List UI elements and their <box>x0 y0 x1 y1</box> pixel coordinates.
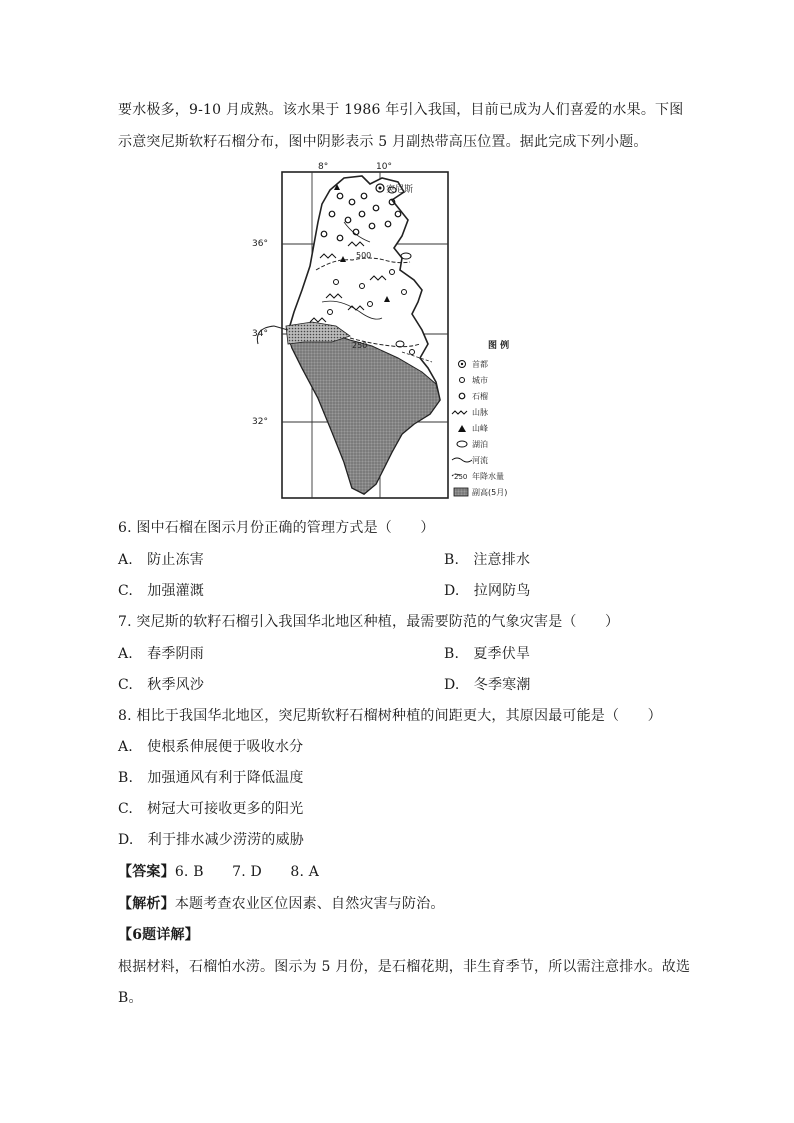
analysis-line <box>118 894 445 914</box>
analysis-text: 本题考查农业区位因素、自然灾害与防治。 <box>174 896 445 912</box>
question-7-option-c[interactable]: C. 秋季风沙 <box>118 677 205 693</box>
mountain-range-icon <box>452 411 467 414</box>
isohyet-label-500: 500 <box>356 251 372 260</box>
answer-line <box>118 862 319 882</box>
detail-label: 【6题详解】 <box>118 927 199 943</box>
lon-label-10: 10° <box>376 162 392 172</box>
legend-label-mountain: 山脉 <box>472 408 488 417</box>
lon-label-8: 8° <box>318 162 329 172</box>
map-svg <box>252 162 542 502</box>
subtropical-high-icon <box>454 488 468 496</box>
legend-label-city: 城市 <box>472 376 488 385</box>
city-icon <box>460 378 465 383</box>
legend-label-lake: 湖泊 <box>472 440 488 449</box>
legend-title: 图 例 <box>488 341 510 351</box>
lake-icon <box>457 441 467 447</box>
question-8-option-a[interactable]: A. 使根系伸展便于吸收水分 <box>118 739 304 755</box>
isohyet-label-250: 250 <box>352 341 368 350</box>
question-6-option-d[interactable]: D. 拉网防鸟 <box>444 583 531 599</box>
intro-line-2: 示意突尼斯软籽石榴分布，图中阴影表示 5 月副热带高压位置。据此完成下列小题。 <box>118 134 648 150</box>
question-7-option-d[interactable]: D. 冬季寒潮 <box>444 677 531 693</box>
detail-line-1: 根据材料，石榴怕水涝。图示为 5 月份，是石榴花期，非生育季节，所以需注意排水。故选 <box>118 959 691 975</box>
intro-line-1: 要水极多，9-10 月成熟。该水果于 1986 年引入我国，目前已成为人们喜爱的水果。下图 <box>118 102 684 118</box>
legend-label-capital: 首都 <box>472 360 488 369</box>
question-8-stem: 8. 相比于我国华北地区，突尼斯软籽石榴树种植的间距更大，其原因最可能是（ ） <box>118 708 662 724</box>
detail-line-2: B。 <box>118 990 143 1006</box>
answer-label: 【答案】 <box>118 864 175 880</box>
lat-label-36: 36° <box>252 239 268 249</box>
question-6-option-b[interactable]: B. 注意排水 <box>444 552 531 568</box>
question-8-option-c[interactable]: C. 树冠大可接收更多的阳光 <box>118 801 304 817</box>
legend-label-pomegranate: 石榴 <box>472 392 488 401</box>
map-legend <box>452 339 509 497</box>
question-7-option-a[interactable]: A. 春季阴雨 <box>118 646 204 662</box>
question-6-option-a[interactable]: A. 防止冻害 <box>118 552 204 568</box>
pomegranate-icon <box>459 393 465 399</box>
legend-isohyet-value: 250 <box>454 473 468 481</box>
question-6-stem: 6. 图中石榴在图示月份正确的管理方式是（ ） <box>118 520 435 536</box>
tunisia-pomegranate-map <box>252 162 542 502</box>
question-6-option-c[interactable]: C. 加强灌溉 <box>118 583 205 599</box>
river-icon <box>452 458 472 462</box>
lat-label-34: 34° <box>252 329 268 339</box>
lat-label-32: 32° <box>252 417 268 427</box>
question-7-stem: 7. 突尼斯的软籽石榴引入我国华北地区种植，最需要防范的气象灾害是（ ） <box>118 614 620 630</box>
question-8-option-b[interactable]: B. 加强通风有利于降低温度 <box>118 770 304 786</box>
peak-icon <box>458 425 466 432</box>
legend-label-subtropical-high: 副高(5月) <box>472 488 508 497</box>
answer-text: 6. B 7. D 8. A <box>174 864 320 880</box>
legend-label-peak: 山峰 <box>472 424 488 433</box>
legend-label-river: 河流 <box>472 456 488 465</box>
analysis-label: 【解析】 <box>118 896 175 912</box>
question-8-option-d[interactable]: D. 利于排水减少涝涝的威胁 <box>118 832 304 848</box>
country-label: 突尼斯 <box>386 185 414 195</box>
question-7-option-b[interactable]: B. 夏季伏旱 <box>444 646 531 662</box>
legend-label-isohyet: 年降水量 <box>472 472 504 481</box>
